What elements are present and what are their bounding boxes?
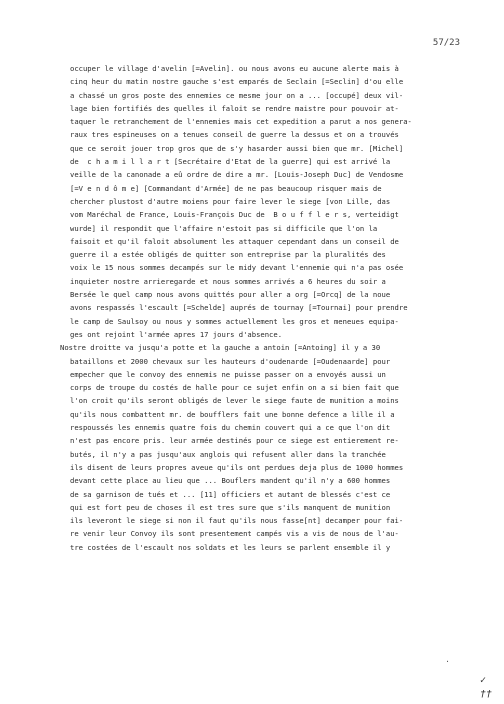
margin-check-mark: ✓ (479, 675, 486, 686)
text-line: occuper le village d'avelin [=Avelin]. ou nous avons eu aucune alerte mais à (70, 64, 399, 73)
text-line: ils disent de leurs propres aveue qu'ils ont perdues deja plus de 1000 hommes (70, 462, 404, 472)
text-line: a chassé un gros poste des ennemies ce mesme jour on a ... [occupé] deux vil- (70, 90, 404, 100)
text-line: lage bien fortifiés des quelles il faloit se rendre maistre pour pouvoir at- (70, 103, 399, 113)
text-line: de sa garnison de tués et ... [11] officiers et autant de blessés c'est ce (70, 489, 391, 499)
text-line: raux tres espineuses on a tenues conseil de guerre la dessus et on a trouvés (70, 130, 399, 140)
text-line: qui est fort peu de choses il est tres sure que s'ils manquent de munition (70, 502, 391, 512)
text-line: ges ont rejoint l'armée apres 17 jours d'absence. (70, 329, 283, 339)
text-line: corps de troupe du costés de halle pour ce sujet enfin on a si bien fait que (70, 383, 399, 393)
text-line: bataillons et 2000 chevaux sur les hauteurs d'oudenarde [=Oudenaarde] pour (70, 356, 391, 366)
text-line: de c h a m i l l a r t [Secrétaire d'Etat de la guerre] qui est arrivé la (70, 157, 391, 167)
text-line: vom Maréchal de France, Louis-François Duc de B o u f f l e r s, verteidigt (70, 210, 399, 220)
text-line: avons respassés l'escault [=Schelde] auprés de tournay [=Tournai] pour prendre (70, 303, 408, 313)
text-line: inquieter nostre arrieregarde et nous sommes arrivés a 6 heures du soir a (70, 276, 386, 286)
text-line: taquer le retranchement de l'ennemies mais cet expedition a parut a nos genera- (70, 117, 412, 127)
text-line: re venir leur Convoy ils sont presentement campés vis a vis de nous de l'au- (70, 529, 399, 539)
page-number: 57/23 (432, 38, 460, 48)
text-line: le camp de Saulsoy ou nous y sommes actuellement les gros et meneues equipa- (70, 316, 399, 326)
text-line: que ce seroit jouer trop gros que de s'y hasarder aussi bien que mr. [Michel] (70, 143, 404, 153)
text-line: voix le 15 nous sommes decampés sur le midy devant l'ennemie qui n'a pas osée (70, 263, 404, 273)
text-line: butés, il n'y a pas jusqu'aux anglois qui refusent aller dans la tranchée (70, 449, 386, 459)
text-line: faisoit et qu'il faloit absolument les attaquer cependant dans un conseil de (70, 236, 399, 246)
text-line: ils leveront le siege si non il faut qu'ils nous fasse[nt] decamper pour fai- (70, 516, 404, 526)
document-body (60, 62, 470, 554)
text-line: [=V e n d ô m e] [Commandant d'Armée] de ne pas beaucoup risquer mais de (70, 183, 382, 193)
margin-initials: †† (479, 689, 492, 700)
text-line: qu'ils nous combattent mr. de boufflers fait une bonne defence a lille il a (70, 409, 395, 419)
text-line: respoussés les ennemis quatre fois du chemin couvert qui a ce que l'on dit (70, 423, 391, 433)
text-line: l'on croit qu'ils seront obligés de lever le siege faute de munition a moins (70, 396, 399, 406)
text-line: empecher que le convoy des ennemis ne puisse passer on a envoyés aussi un (70, 369, 386, 379)
text-line: guerre il a estée obligés de quitter son entreprise par la pluralités des (70, 250, 386, 260)
text-line: Nostre droitte va jusqu'a potte et la gauche a antoin [=Antoing] il y a 30 (60, 343, 381, 353)
margin-dot: . (445, 655, 450, 664)
text-line: n'est pas encore pris. leur armée destinés pour ce siege est entierement re- (70, 436, 399, 446)
text-line: Bersée le quel camp nous avons quittés pour aller a org [=Orcq] de la noue (70, 290, 391, 300)
text-line: wurde] il respondit que l'affaire n'estoit pas si difficile que l'on la (70, 223, 378, 233)
text-line: tre costées de l'escault nos soldats et les leurs se parlent ensemble il y (70, 542, 391, 552)
text-line: devant cette place au lieu que ... Bouflers mandent qu'il n'y a 600 hommes (70, 476, 391, 486)
text-line: veille de la canonade a eû ordre de dire a mr. [Louis-Joseph Duc] de Vendosme (70, 170, 404, 180)
text-line: chercher plustost d'autre moiens pour faire lever le siege [von Lille, das (70, 196, 391, 206)
text-line: cinq heur du matin nostre gauche s'est emparés de Seclain [=Seclin] d'ou elle (70, 77, 404, 87)
